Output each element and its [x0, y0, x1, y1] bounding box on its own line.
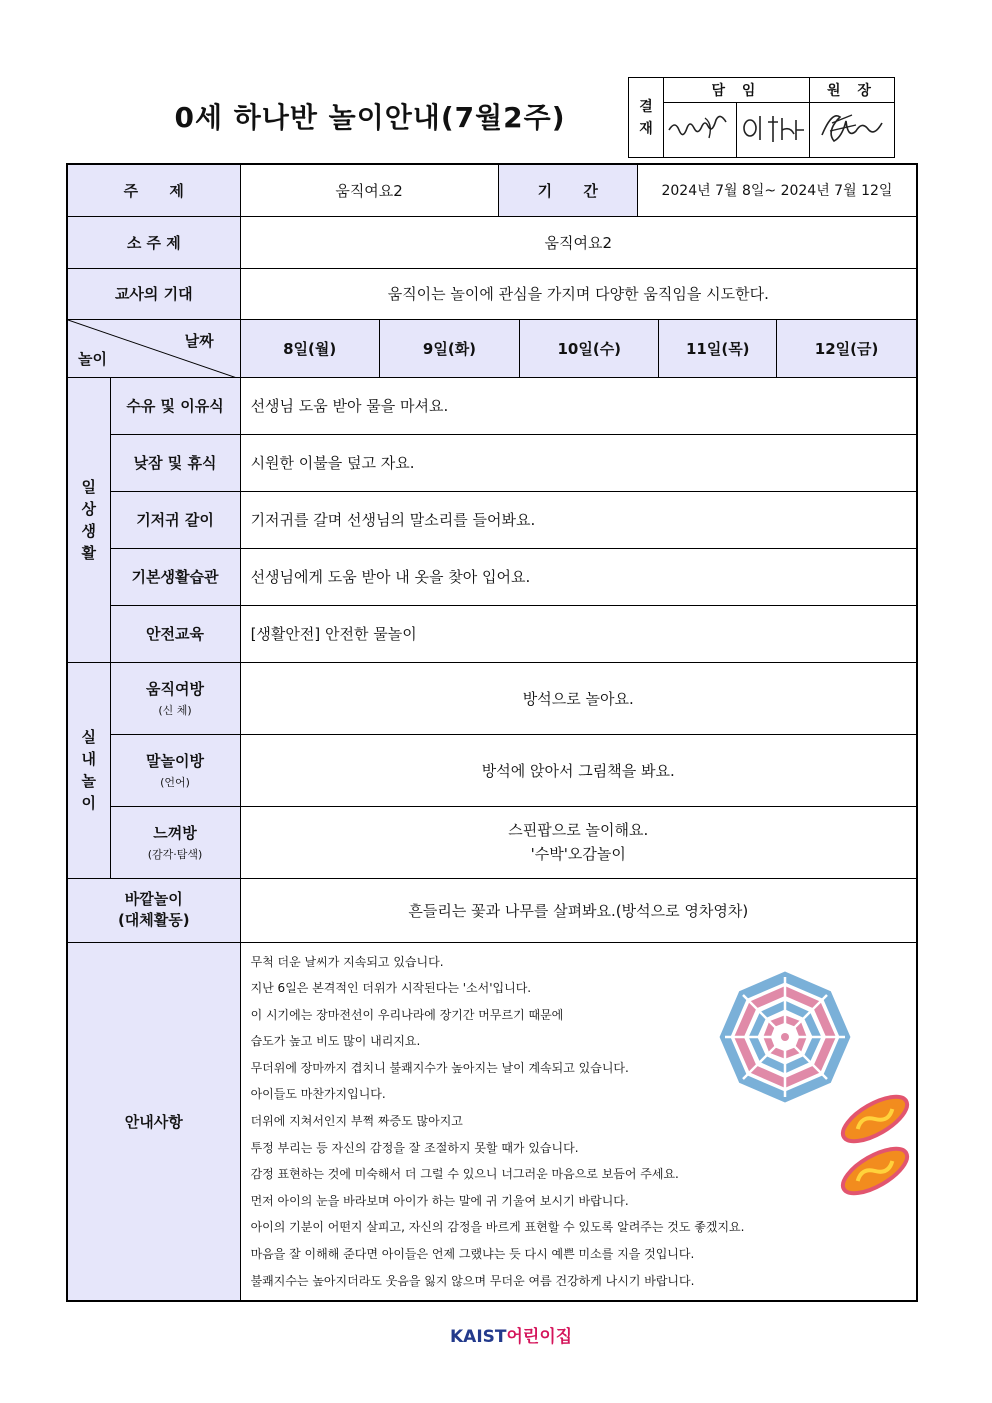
logo-kaist-text: KAIST — [450, 1327, 507, 1347]
subtheme-value: 움직여요2 — [240, 216, 917, 268]
notice-line: 먼저 아이의 눈을 바라보며 아이가 하는 말에 귀 기울여 보시기 바랍니다. — [250, 1193, 629, 1208]
day-header: 12일(금) — [777, 319, 917, 377]
notice-line: 투정 부리는 등 자신의 감정을 잘 조절하지 못할 때가 있습니다. — [250, 1140, 579, 1155]
teacher-header: 담 임 — [664, 78, 810, 103]
signature-1-image — [665, 108, 735, 148]
notice-line: 아이의 기분이 어떤지 살피고, 자신의 감정을 바르게 표현할 수 있도록 알려주는 것도 좋겠지요. — [250, 1220, 745, 1235]
day-header: 8일(월) — [240, 319, 379, 377]
outdoor-value: 흔들리는 꽃과 나무를 살펴봐요.(방석으로 영차영차) — [240, 878, 917, 942]
notice-body — [240, 942, 917, 1301]
teacher-expectation-value: 움직이는 놀이에 관심을 가지며 다양한 움직임을 시도한다. — [240, 268, 917, 319]
indoor-row-subtitle: (언어) — [160, 776, 190, 789]
indoor-row-label — [110, 806, 240, 878]
kaist-daycare-logo — [450, 1322, 572, 1347]
indoor-row-title: 느껴방 — [153, 824, 197, 842]
theme-label: 주 제 — [67, 164, 240, 216]
notice-line: 지난 6일은 본격적인 더위가 시작된다는 '소서'입니다. — [250, 981, 532, 996]
daily-row-label: 기본생활습관 — [110, 548, 240, 605]
day-header: 11일(목) — [659, 319, 777, 377]
notice-line: 습도가 높고 비도 많이 내리지요. — [250, 1034, 421, 1049]
signature-2-image — [738, 108, 808, 148]
teacher-expectation-label: 교사의 기대 — [67, 268, 240, 319]
approval-label: 결 재 — [629, 78, 664, 158]
indoor-row-value-line: 스핀팝으로 놀이해요. — [508, 821, 649, 839]
daily-row-value: 선생님 도움 받아 물을 마셔요. — [240, 377, 917, 434]
daily-row-value: 기저귀를 갈며 선생님의 말소리를 들어봐요. — [240, 491, 917, 548]
daily-row-label: 수유 및 이유식 — [110, 377, 240, 434]
notice-label: 안내사항 — [67, 942, 240, 1301]
indoor-row-label — [110, 662, 240, 734]
daily-row-value: 선생님에게 도움 받아 내 옷을 찾아 입어요. — [240, 548, 917, 605]
date-play-header — [67, 319, 240, 377]
period-label: 기 간 — [498, 164, 637, 216]
notice-line: 이 시기에는 장마전선이 우리나라에 장기간 머무르기 때문에 — [250, 1007, 564, 1022]
daily-life-group-label: 일 상 생 활 — [67, 377, 110, 662]
day-header: 9일(화) — [379, 319, 519, 377]
theme-value: 움직여요2 — [240, 164, 498, 216]
period-value: 2024년 7월 8일~ 2024년 7월 12일 — [637, 164, 917, 216]
signature-2 — [737, 103, 810, 158]
notice-line: 감정 표현하는 것에 미숙해서 더 그럴 수 있으니 너그러운 마음으로 보듬어 주세요. — [250, 1167, 679, 1182]
indoor-row-subtitle: (신 체) — [158, 704, 192, 717]
date-label: 날짜 — [184, 331, 214, 350]
play-label: 놀이 — [78, 349, 107, 368]
signature-1 — [664, 103, 737, 158]
indoor-row-value — [240, 806, 917, 878]
indoor-row-value-line: '수박'오감놀이 — [530, 845, 626, 863]
signature-3 — [810, 103, 895, 158]
outdoor-label-line: 바깥놀이 — [124, 890, 183, 908]
indoor-row-title: 말놀이방 — [146, 752, 205, 770]
indoor-row-label — [110, 734, 240, 806]
signature-3-image — [812, 105, 892, 151]
daily-row-value: 시원한 이불을 덮고 자요. — [240, 434, 917, 491]
logo-daycare-text: 어린이집 — [506, 1327, 573, 1347]
notice-line: 불쾌지수는 높아지더라도 웃음을 잃지 않으며 무더운 여름 건강하게 나시기 바랍니다. — [250, 1273, 695, 1288]
daily-row-label: 낮잠 및 휴식 — [110, 434, 240, 491]
director-header: 원 장 — [810, 78, 895, 103]
page-title: 0세 하나반 놀이안내(7월2주) — [174, 101, 566, 134]
indoor-row-value: 방석에 앉아서 그림책을 봐요. — [240, 734, 917, 806]
plan-table — [66, 163, 918, 1302]
notice-line: 아이들도 마찬가지입니다. — [250, 1087, 386, 1102]
notice-line: 무척 더운 날씨가 지속되고 있습니다. — [250, 954, 444, 969]
indoor-play-group-label: 실 내 놀 이 — [67, 662, 110, 878]
notice-line: 더위에 지쳐서인지 부쩍 짜증도 많아지고 — [250, 1114, 463, 1129]
indoor-row-title: 움직여방 — [146, 680, 205, 698]
indoor-row-subtitle: (감각·탐색) — [147, 848, 203, 861]
flip-flops-image — [835, 1091, 915, 1203]
outdoor-label — [67, 878, 240, 942]
daily-row-label: 기저귀 갈이 — [110, 491, 240, 548]
subtheme-label: 소 주 제 — [67, 216, 240, 268]
notice-line: 마음을 잘 이해해 준다면 아이들은 언제 그랬냐는 듯 다시 예쁜 미소를 지을 것입니다. — [250, 1247, 695, 1262]
approval-box — [628, 77, 895, 158]
beach-umbrella-image — [719, 971, 851, 1103]
indoor-row-value: 방석으로 놀아요. — [240, 662, 917, 734]
daily-row-value: [생활안전] 안전한 물놀이 — [240, 605, 917, 662]
outdoor-label-line: (대체활동) — [117, 911, 190, 929]
notice-line: 무더위에 장마까지 겹치니 불쾌지수가 높아지는 날이 계속되고 있습니다. — [250, 1060, 629, 1075]
day-header: 10일(수) — [520, 319, 659, 377]
daily-row-label: 안전교육 — [110, 605, 240, 662]
